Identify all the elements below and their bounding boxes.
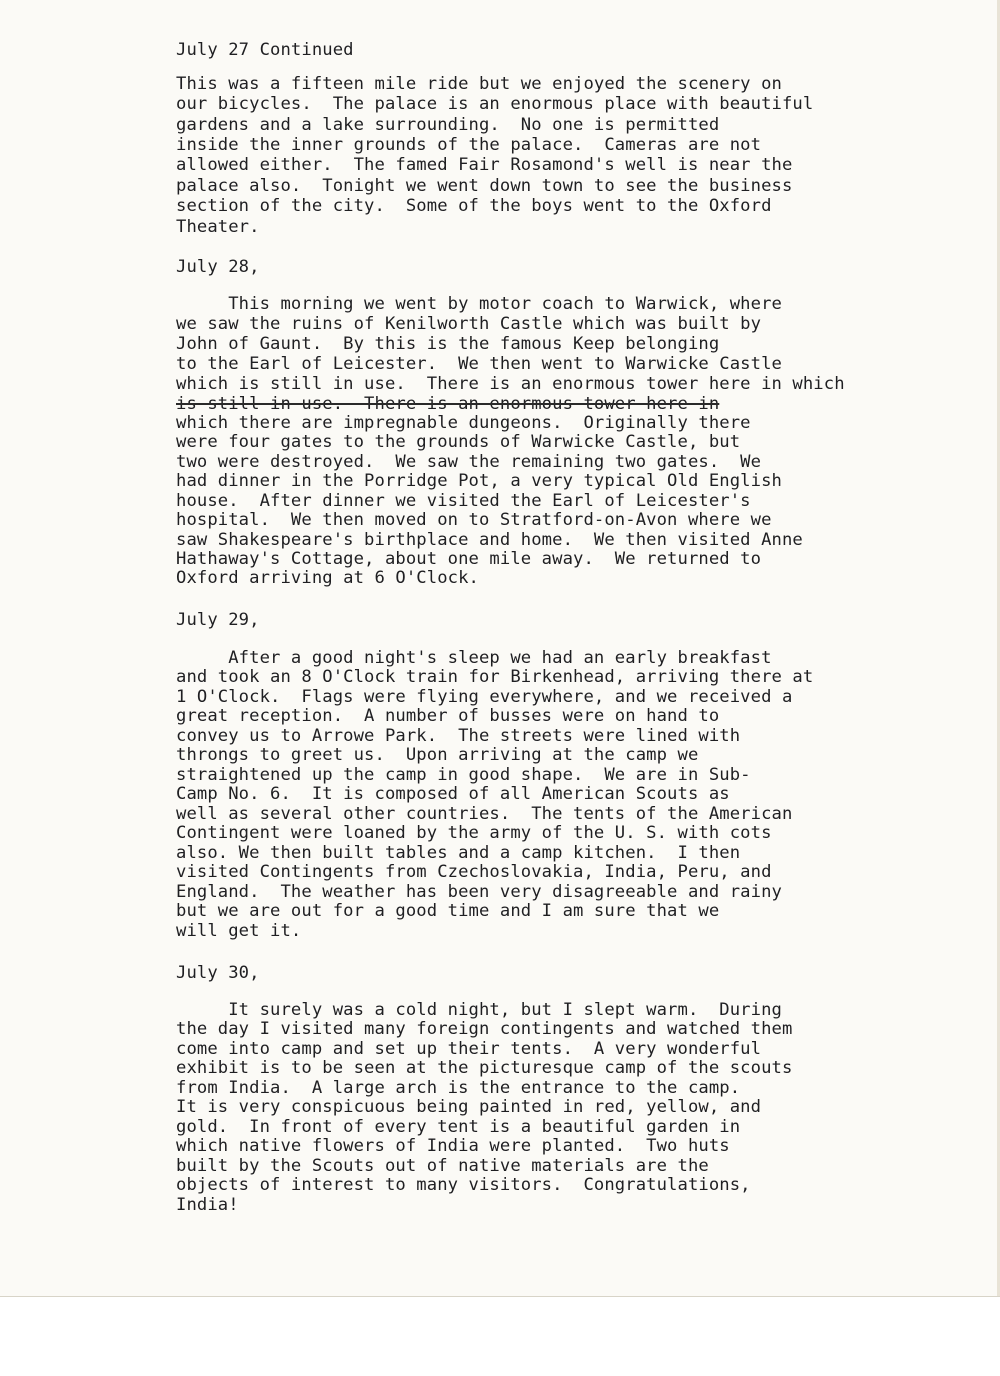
text-line: great reception. A number of busses were on hand to: [176, 706, 720, 726]
text-line: inside the inner grounds of the palace. Cameras are not: [176, 135, 762, 155]
text-line: the day I visited many foreign contingents and watched them: [176, 1019, 793, 1039]
text-line: 1 O'Clock. Flags were flying everywhere, and we received a: [176, 687, 793, 707]
text-line: from India. A large arch is the entrance to the camp.: [176, 1078, 741, 1098]
text-line: had dinner in the Porridge Pot, a very typical Old English: [176, 471, 782, 491]
text-line: were four gates to the grounds of Warwicke Castle, but: [176, 432, 741, 452]
text-line: palace also. Tonight we went down town to see the business: [176, 176, 793, 196]
text-line: Hathaway's Cottage, about one mile away. We returned to: [176, 549, 762, 569]
text-line: saw Shakespeare's birthplace and home. We then visited Anne: [176, 530, 803, 550]
text-line: hospital. We then moved on to Stratford-on-Avon where we: [176, 510, 772, 530]
entry-date: July 30,: [176, 963, 260, 983]
text-line: India!: [176, 1195, 239, 1215]
text-line: It is very conspicuous being painted in red, yellow, and: [176, 1097, 762, 1117]
entry-date: July 29,: [176, 610, 260, 630]
text-line: Camp No. 6. It is composed of all American Scouts as: [176, 784, 730, 804]
text-line: Theater.: [176, 217, 260, 237]
text-line: to the Earl of Leicester. We then went to Warwicke Castle: [176, 354, 782, 374]
text-line: we saw the ruins of Kenilworth Castle which was built by: [176, 314, 762, 334]
text-line: also. We then built tables and a camp kitchen. I then: [176, 843, 741, 863]
text-line: throngs to greet us. Upon arriving at the camp we: [176, 745, 699, 765]
text-line: which is still in use. There is an enormous tower here in which: [176, 374, 845, 394]
text-line: allowed either. The famed Fair Rosamond's well is near the: [176, 155, 793, 175]
text-line: straightened up the camp in good shape. We are in Sub-: [176, 765, 751, 785]
text-line: John of Gaunt. By this is the famous Keep belonging: [176, 334, 720, 354]
text-line: It surely was a cold night, but I slept warm. During: [176, 1000, 782, 1020]
page-heading: July 27 Continued: [176, 40, 354, 60]
struck-text-line: is still in use. There is an enormous tower here in: [176, 394, 720, 414]
text-line: visited Contingents from Czechoslovakia, India, Peru, and: [176, 862, 772, 882]
text-line: convey us to Arrowe Park. The streets were lined with: [176, 726, 741, 746]
text-line: come into camp and set up their tents. A very wonderful: [176, 1039, 762, 1059]
text-line: This was a fifteen mile ride but we enjoyed the scenery on: [176, 74, 782, 94]
text-line: house. After dinner we visited the Earl of Leicester's: [176, 491, 751, 511]
text-line: and took an 8 O'Clock train for Birkenhead, arriving there at: [176, 667, 814, 687]
text-line: section of the city. Some of the boys went to the Oxford: [176, 196, 772, 216]
text-line: After a good night's sleep we had an early breakfast: [176, 648, 772, 668]
text-line: Contingent were loaned by the army of the U. S. with cots: [176, 823, 772, 843]
text-line: exhibit is to be seen at the picturesque camp of the scouts: [176, 1058, 793, 1078]
text-line: but we are out for a good time and I am sure that we: [176, 901, 720, 921]
text-line: our bicycles. The palace is an enormous place with beautiful: [176, 94, 814, 114]
text-line: two were destroyed. We saw the remaining two gates. We: [176, 452, 762, 472]
text-line: Oxford arriving at 6 O'Clock.: [176, 568, 479, 588]
text-line: which native flowers of India were planted. Two huts: [176, 1136, 730, 1156]
text-line: well as several other countries. The tents of the American: [176, 804, 793, 824]
text-line: built by the Scouts out of native materials are the: [176, 1156, 709, 1176]
text-line: gardens and a lake surrounding. No one is permitted: [176, 115, 720, 135]
text-line: which there are impregnable dungeons. Originally there: [176, 413, 751, 433]
entry-date: July 28,: [176, 257, 260, 277]
text-line: objects of interest to many visitors. Congratulations,: [176, 1175, 751, 1195]
text-line: England. The weather has been very disagreeable and rainy: [176, 882, 782, 902]
text-line: This morning we went by motor coach to Warwick, where: [176, 294, 782, 314]
text-line: will get it.: [176, 921, 302, 941]
text-line: gold. In front of every tent is a beautiful garden in: [176, 1117, 741, 1137]
